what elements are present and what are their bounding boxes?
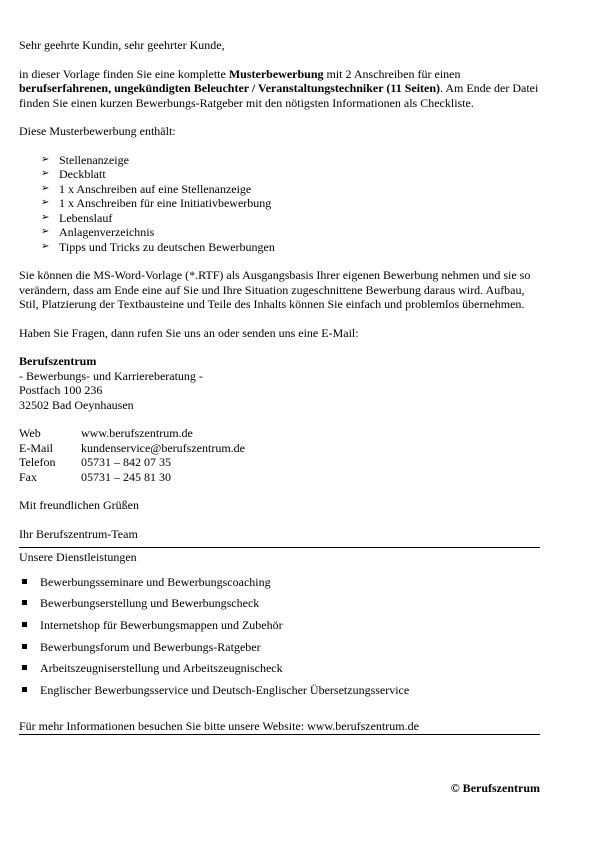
list-item bbox=[19, 596, 540, 618]
list-item bbox=[19, 640, 540, 662]
company-name: Berufszentrum bbox=[19, 354, 97, 368]
contact-value: 05731 – 245 81 30 bbox=[81, 469, 171, 484]
arrow-bullet-icon: ➢ bbox=[41, 168, 50, 179]
address-block bbox=[19, 354, 540, 412]
address-line: - Bewerbungs- und Karriereberatung - bbox=[19, 368, 203, 383]
contact-row bbox=[19, 441, 245, 456]
list-item bbox=[19, 683, 540, 705]
contact-label: Fax bbox=[19, 469, 37, 484]
square-bullet-icon bbox=[22, 579, 27, 584]
list-item bbox=[41, 225, 540, 240]
services-title: Unsere Dienstleistungen bbox=[19, 547, 540, 565]
list-item-label: 1 x Anschreiben für eine Initiativbewerbung bbox=[59, 196, 272, 210]
contact-label: E-Mail bbox=[19, 440, 53, 455]
square-bullet-icon bbox=[22, 665, 27, 670]
intro-text-2: mit 2 Anschreiben für einen bbox=[323, 66, 461, 81]
arrow-bullet-icon: ➢ bbox=[41, 240, 50, 252]
list-item bbox=[41, 196, 540, 211]
address-line: Postfach 100 236 bbox=[19, 383, 103, 397]
arrow-bullet-icon: ➢ bbox=[41, 211, 50, 223]
signature-team: Ihr Berufszentrum-Team bbox=[19, 526, 138, 541]
address-line: 32502 Bad Oeynhausen bbox=[19, 397, 134, 412]
usage-paragraph: Sie können die MS-Word-Vorlage (*.RTF) als Ausgangsbasis Ihrer eigenen Bewerbung nehmen und sie so verändern, dass am Ende eine auf Sie und Ihre Situation zugeschnittene Bewerbung daraus wird. Aufbau, Stil, Platzierung der Textbausteine und Teile des Inhalts können Sie einfach und problemlos übernehmen. bbox=[19, 268, 531, 311]
contact-value: 05731 – 842 07 35 bbox=[81, 455, 171, 469]
square-bullet-icon bbox=[22, 600, 27, 605]
list-item-label: Bewerbungserstellung und Bewerbungscheck bbox=[40, 596, 260, 611]
list-item-label: 1 x Anschreiben auf eine Stellenanzeige bbox=[59, 181, 252, 196]
list-item-label: Arbeitszeugniserstellung und Arbeitszeugnischeck bbox=[40, 661, 283, 676]
square-bullet-icon bbox=[22, 644, 27, 649]
intro-bold-1: Musterbewerbung bbox=[228, 66, 324, 81]
contents-list bbox=[19, 153, 540, 255]
list-item-label: Deckblatt bbox=[59, 167, 106, 181]
contact-row bbox=[19, 426, 245, 441]
list-item-label: Anlagenverzeichnis bbox=[59, 225, 155, 239]
square-bullet-icon bbox=[22, 687, 27, 692]
contact-label: Telefon bbox=[19, 455, 56, 469]
contact-row bbox=[19, 455, 245, 470]
contents-title: Diese Musterbewerbung enthält: bbox=[19, 124, 176, 138]
list-item bbox=[41, 211, 540, 226]
intro-text-1: in dieser Vorlage finden Sie eine komplette bbox=[19, 66, 229, 81]
list-item bbox=[19, 575, 540, 597]
list-item-label: Internetshop für Bewerbungsmappen und Zubehör bbox=[40, 617, 283, 632]
arrow-bullet-icon: ➢ bbox=[41, 153, 50, 165]
list-item-label: Tipps und Tricks zu deutschen Bewerbungen bbox=[59, 239, 275, 254]
contact-value: www.berufszentrum.de bbox=[81, 426, 193, 440]
website-note: Für mehr Informationen besuchen Sie bitte unsere Website: www.berufszentrum.de bbox=[19, 719, 540, 736]
list-item bbox=[41, 240, 540, 255]
contact-row bbox=[19, 470, 245, 485]
arrow-bullet-icon: ➢ bbox=[41, 226, 50, 237]
greeting: Sehr geehrte Kundin, sehr geehrter Kunde, bbox=[19, 38, 225, 52]
list-item-label: Bewerbungsforum und Bewerbungs-Ratgeber bbox=[40, 639, 261, 654]
arrow-bullet-icon: ➢ bbox=[41, 197, 50, 208]
copyright: © Berufszentrum bbox=[450, 781, 540, 795]
list-item bbox=[41, 182, 540, 197]
questions-paragraph: Haben Sie Fragen, dann rufen Sie uns an oder senden uns eine E-Mail: bbox=[19, 325, 359, 340]
list-item-label: Englischer Bewerbungsservice und Deutsch-Englischer Übersetzungsservice bbox=[40, 682, 410, 697]
list-item bbox=[41, 167, 540, 182]
document-page bbox=[19, 38, 540, 795]
intro-text-3: . Am Ende der Datei finden Sie einen kurzen Bewerbungs-Ratgeber mit den nötigsten Informationen als Checkliste. bbox=[19, 81, 539, 110]
list-item bbox=[41, 153, 540, 168]
contact-table bbox=[19, 426, 245, 484]
services-list bbox=[19, 575, 540, 705]
list-item-label: Lebenslauf bbox=[59, 210, 113, 225]
list-item bbox=[19, 618, 540, 640]
intro-paragraph bbox=[19, 67, 540, 111]
contact-label: Web bbox=[19, 426, 41, 440]
intro-bold-2: berufserfahrenen, ungekündigten Beleuchter / Veranstaltungstechniker (11 Seiten) bbox=[19, 81, 441, 95]
contact-value: kundenservice@berufszentrum.de bbox=[81, 440, 245, 455]
list-item-label: Stellenanzeige bbox=[59, 152, 129, 167]
arrow-bullet-icon: ➢ bbox=[41, 182, 50, 194]
list-item-label: Bewerbungsseminare und Bewerbungscoaching bbox=[40, 574, 271, 589]
closing: Mit freundlichen Grüßen bbox=[19, 498, 139, 512]
square-bullet-icon bbox=[22, 622, 27, 627]
list-item bbox=[19, 661, 540, 683]
